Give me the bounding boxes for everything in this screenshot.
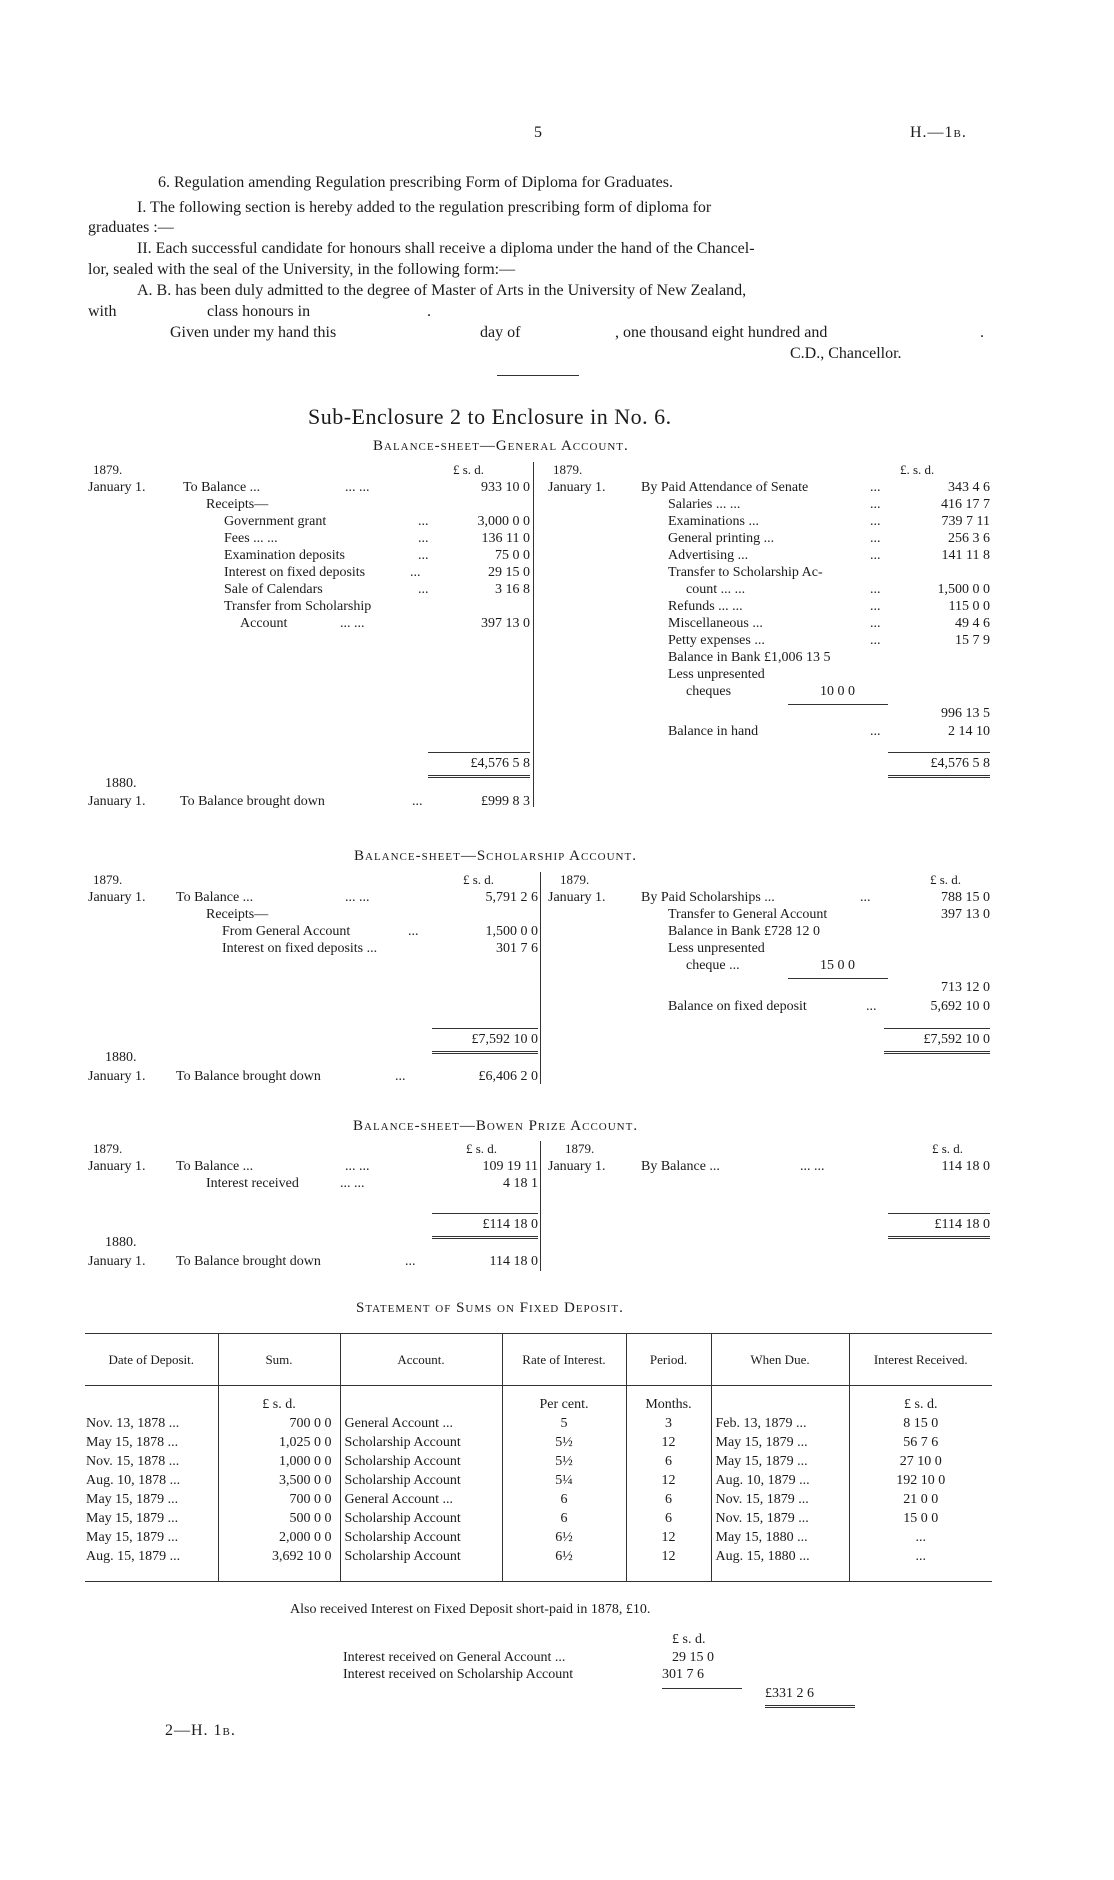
general-less-unpresented: Less unpresented — [668, 667, 765, 682]
leader-dots: ... — [418, 548, 429, 563]
leader-dots: ... ... — [340, 1176, 365, 1191]
bowen-center-rule — [540, 1141, 541, 1271]
total-double-rule — [428, 775, 530, 778]
summary-total: £331 2 6 — [765, 1686, 814, 1701]
bowen-jan1-1880: January 1. — [88, 1254, 146, 1269]
scholarship-cols-left: £ s. d. — [463, 872, 495, 887]
scholarship-bank-balance: Balance in Bank £728 12 0 — [668, 924, 821, 939]
table-row — [85, 1528, 992, 1547]
regulation-para2: II. Each successful candidate for honours shall receive a diploma under the hand of the Chancel- — [137, 240, 755, 257]
leader-dots: ... — [870, 548, 881, 563]
spacer-cell — [502, 1566, 626, 1582]
header-rate: Rate of Interest. — [502, 1334, 626, 1386]
scholarship-to-balance: To Balance ... — [176, 890, 254, 905]
cell-rate: 6 — [502, 1490, 626, 1509]
general-to-balance-value: 933 10 0 — [481, 480, 530, 495]
general-jan1-1880: January 1. — [88, 794, 146, 809]
general-payment-value: 141 11 8 — [941, 548, 990, 563]
bowen-jan1: January 1. — [88, 1159, 146, 1174]
cell-rate: 6½ — [502, 1528, 626, 1547]
bowen-year-1879: 1879. — [93, 1141, 123, 1156]
cell-when-due: Nov. 15, 1879 ... — [711, 1509, 849, 1528]
cell-date: May 15, 1879 ... — [85, 1509, 218, 1528]
scholarship-fixed: Balance on fixed deposit — [668, 999, 807, 1014]
regulation-day-of: day of — [480, 324, 521, 341]
general-in-hand-value: 2 14 10 — [948, 724, 990, 739]
units-when-due — [711, 1386, 849, 1414]
cell-interest: 27 10 0 — [899, 1453, 942, 1469]
cell-period: 12 — [626, 1433, 711, 1452]
leader-dots: ... — [870, 582, 881, 597]
table-row — [85, 1471, 992, 1490]
header-sum: Sum. — [218, 1334, 340, 1386]
scholarship-brought-down: To Balance brought down — [176, 1069, 321, 1084]
scholarship-from-general: From General Account — [222, 924, 351, 939]
scholarship-cheque: cheque ... — [686, 958, 740, 973]
subtotal-rule — [788, 978, 888, 979]
bowen-interest-value: 4 18 1 — [503, 1176, 538, 1191]
cell-date: Nov. 13, 1878 ... — [85, 1414, 218, 1433]
general-receipt-value: 3,000 0 0 — [477, 514, 530, 529]
cell-date: Nov. 15, 1878 ... — [85, 1452, 218, 1471]
scholarship-interest: Interest on fixed deposits ... — [222, 941, 378, 956]
bowen-by-balance-value: 114 18 0 — [941, 1159, 990, 1174]
general-payment-value: 1,500 0 0 — [937, 582, 990, 597]
general-payment-value: 739 7 11 — [941, 514, 990, 529]
general-year-1879: 1879. — [93, 462, 123, 477]
bowen-right-jan: January 1. — [548, 1159, 606, 1174]
general-year-1880: 1880. — [105, 776, 137, 791]
cell-sum: 3,692 10 0 — [218, 1547, 340, 1566]
regulation-dot: . — [427, 303, 431, 320]
cell-interest: 21 0 0 — [903, 1491, 939, 1507]
leader-dots: ... — [418, 514, 429, 529]
total-rule — [884, 1028, 990, 1029]
regulation-thousand: , one thousand eight hundred and — [615, 324, 828, 341]
leader-dots: ... ... — [800, 1159, 825, 1174]
cell-account: Scholarship Account — [340, 1528, 502, 1547]
leader-dots: ... ... — [345, 480, 370, 495]
regulation-para2b: lor, sealed with the seal of the University, in the following form:— — [88, 261, 516, 278]
cell-date: May 15, 1879 ... — [85, 1490, 218, 1509]
general-receipt-label: Government grant — [224, 514, 327, 529]
general-account-title: Balance-sheet—General Account. — [373, 438, 629, 454]
leader-dots: ... — [870, 599, 881, 614]
scholarship-net-bank: 713 12 0 — [941, 980, 990, 995]
cell-date: Aug. 10, 1878 ... — [85, 1471, 218, 1490]
summary-general-label: Interest received on General Account ... — [343, 1650, 566, 1665]
bowen-total-left: £114 18 0 — [482, 1217, 538, 1232]
table-row — [85, 1433, 992, 1452]
header-when-due: When Due. — [711, 1334, 849, 1386]
cell-interest: 192 10 0 — [896, 1472, 946, 1488]
cell-when-due: Aug. 15, 1880 ... — [711, 1547, 849, 1566]
cell-interest: 8 15 0 — [903, 1415, 939, 1431]
cell-date: May 15, 1879 ... — [85, 1528, 218, 1547]
bowen-by-balance: By Balance ... — [641, 1159, 720, 1174]
bowen-total-right: £114 18 0 — [934, 1217, 990, 1232]
leader-dots: ... — [408, 924, 419, 939]
leader-dots: ... — [870, 616, 881, 631]
cell-account: Scholarship Account — [340, 1471, 502, 1490]
cell-interest: ... — [915, 1548, 926, 1564]
general-payment-value: 49 4 6 — [955, 616, 990, 631]
document-reference: H.—1b. — [910, 124, 967, 141]
cell-sum: 1,025 0 0 — [218, 1433, 340, 1452]
leader-dots: ... — [870, 724, 881, 739]
spacer-cell — [85, 1566, 218, 1582]
cell-when-due: May 15, 1879 ... — [711, 1433, 849, 1452]
cell-period: 6 — [626, 1509, 711, 1528]
leader-dots: ... — [418, 582, 429, 597]
bowen-to-balance: To Balance ... — [176, 1159, 254, 1174]
cell-sum: 700 0 0 — [218, 1490, 340, 1509]
regulation-para1: I. The following section is hereby added to the regulation prescribing form of diploma for — [137, 199, 712, 216]
cell-rate: 5½ — [502, 1433, 626, 1452]
general-cols-left: £ s. d. — [453, 462, 485, 477]
summary-double-rule — [765, 1705, 855, 1708]
spacer-cell — [849, 1566, 992, 1582]
cell-date: Aug. 15, 1879 ... — [85, 1547, 218, 1566]
scholarship-transfer: Transfer to General Account — [668, 907, 828, 922]
general-payment-label: count ... ... — [686, 582, 746, 597]
header-interest: Interest Received. — [873, 1351, 968, 1367]
bowen-to-balance-value: 109 19 11 — [482, 1159, 538, 1174]
leader-dots: ... — [870, 514, 881, 529]
general-center-rule — [533, 462, 534, 807]
general-brought-value: £999 8 3 — [481, 794, 530, 809]
general-receipts: Receipts— — [206, 497, 269, 512]
scholarship-jan1: January 1. — [88, 890, 146, 905]
summary-general-value: 29 15 0 — [672, 1650, 714, 1665]
general-receipt-value: 29 15 0 — [488, 565, 530, 580]
general-payment-label: Miscellaneous ... — [668, 616, 763, 631]
cell-period: 6 — [626, 1452, 711, 1471]
units-rate: Per cent. — [502, 1386, 626, 1414]
general-transfer-label2: Account — [240, 616, 288, 631]
general-cheques: cheques — [686, 684, 732, 699]
scholarship-year-1879: 1879. — [93, 872, 123, 887]
table-row — [85, 1490, 992, 1509]
table-row — [85, 1547, 992, 1566]
bowen-brought-down: To Balance brought down — [176, 1254, 321, 1269]
units-account — [340, 1386, 502, 1414]
scholarship-brought-value: £6,406 2 0 — [478, 1069, 538, 1084]
general-transfer-value: 397 13 0 — [481, 616, 530, 631]
spacer-cell — [340, 1566, 502, 1582]
cell-rate: 6½ — [502, 1547, 626, 1566]
general-payment-value: 115 0 0 — [948, 599, 990, 614]
cell-when-due: Aug. 10, 1879 ... — [711, 1471, 849, 1490]
sub-enclosure-title: Sub-Enclosure 2 to Enclosure in No. 6. — [308, 404, 672, 429]
regulation-para3: A. B. has been duly admitted to the degree of Master of Arts in the University of New Zealand, — [137, 282, 747, 299]
total-rule — [432, 1028, 538, 1029]
leader-dots: ... ... — [345, 1159, 370, 1174]
spacer-cell — [711, 1566, 849, 1582]
table-row — [85, 1452, 992, 1471]
leader-dots: ... — [395, 1069, 406, 1084]
also-received-note: Also received Interest on Fixed Deposit short-paid in 1878, £10. — [290, 1602, 651, 1617]
table-row — [85, 1509, 992, 1528]
cell-account: General Account ... — [340, 1414, 502, 1433]
scholarship-year-1880: 1880. — [105, 1050, 137, 1065]
scholarship-interest-value: 301 7 6 — [496, 941, 538, 956]
page-number: 5 — [534, 124, 542, 141]
general-payment-label: Petty expenses ... — [668, 633, 765, 648]
general-payment-value: 15 7 9 — [955, 633, 990, 648]
regulation-para1b: graduates :— — [88, 219, 174, 236]
leader-dots: ... — [410, 565, 421, 580]
total-double-rule — [432, 1236, 538, 1239]
table-spacer-row — [85, 1566, 992, 1582]
leader-dots: ... — [412, 794, 423, 809]
regulation-with: with — [88, 303, 117, 320]
cell-when-due: Feb. 13, 1879 ... — [711, 1414, 849, 1433]
cell-period: 3 — [626, 1414, 711, 1433]
scholarship-fixed-value: 5,692 10 0 — [930, 999, 990, 1014]
table-row — [85, 1414, 992, 1433]
total-rule — [432, 1213, 538, 1214]
general-brought-down: To Balance brought down — [180, 794, 325, 809]
units-sum: £ s. d. — [218, 1386, 340, 1414]
general-bank-balance: Balance in Bank £1,006 13 5 — [668, 650, 831, 665]
chancellor-signature: C.D., Chancellor. — [790, 345, 902, 362]
summary-scholarship-value: 301 7 6 — [662, 1667, 704, 1682]
units-period: Months. — [626, 1386, 711, 1414]
leader-dots: ... — [866, 999, 877, 1014]
bowen-year-1880: 1880. — [105, 1235, 137, 1250]
sheet-signature: 2—H. 1b. — [165, 1722, 236, 1739]
cell-account: Scholarship Account — [340, 1452, 502, 1471]
leader-dots: ... — [870, 531, 881, 546]
general-payment-label: General printing ... — [668, 531, 775, 546]
scholarship-to-balance-value: 5,791 2 6 — [485, 890, 538, 905]
bowen-account-title: Balance-sheet—Bowen Prize Account. — [353, 1118, 639, 1134]
summary-cols: £ s. d. — [672, 1632, 706, 1647]
bowen-brought-value: 114 18 0 — [489, 1254, 538, 1269]
scholarship-from-general-value: 1,500 0 0 — [485, 924, 538, 939]
general-receipt-label: Interest on fixed deposits — [224, 565, 366, 580]
general-receipt-value: 3 16 8 — [495, 582, 530, 597]
regulation-given-dot: . — [980, 324, 984, 341]
cell-sum: 500 0 0 — [218, 1509, 340, 1528]
total-double-rule — [888, 1236, 990, 1239]
total-rule — [888, 752, 990, 753]
units-date — [85, 1386, 218, 1414]
cell-sum: 1,000 0 0 — [218, 1452, 340, 1471]
cell-rate: 5¼ — [502, 1471, 626, 1490]
general-payment-label: Salaries ... ... — [668, 497, 741, 512]
cell-account: Scholarship Account — [340, 1547, 502, 1566]
fixed-deposit-table — [85, 1333, 992, 1582]
general-transfer-label: Transfer from Scholarship — [224, 599, 372, 614]
general-net-bank: 996 13 5 — [941, 706, 990, 721]
general-payment-value: 343 4 6 — [948, 480, 990, 495]
cell-period: 12 — [626, 1471, 711, 1490]
bowen-right-year: 1879. — [565, 1141, 595, 1156]
header-date: Date of Deposit. — [85, 1334, 218, 1386]
general-to-balance: To Balance ... — [183, 480, 261, 495]
general-jan1: January 1. — [88, 480, 146, 495]
header-period: Period. — [626, 1334, 711, 1386]
leader-dots: ... — [405, 1254, 416, 1269]
summary-scholarship-label: Interest received on Scholarship Account — [343, 1667, 574, 1682]
summary-rule — [662, 1688, 742, 1689]
total-double-rule — [432, 1051, 538, 1054]
divider — [497, 375, 579, 376]
regulation-title: 6. Regulation amending Regulation prescribing Form of Diploma for Graduates. — [158, 174, 673, 191]
cell-account: General Account ... — [340, 1490, 502, 1509]
general-payment-label: Advertising ... — [668, 548, 749, 563]
leader-dots: ... ... — [340, 616, 365, 631]
scholarship-cols-right: £ s. d. — [930, 872, 962, 887]
scholarship-right-year: 1879. — [560, 872, 590, 887]
scholarship-center-rule — [540, 872, 541, 1084]
cell-interest: 56 7 6 — [903, 1434, 939, 1450]
spacer-cell — [626, 1566, 711, 1582]
general-payment-label: Examinations ... — [668, 514, 759, 529]
general-payment-value: 256 3 6 — [948, 531, 990, 546]
leader-dots: ... ... — [345, 890, 370, 905]
cell-date: May 15, 1878 ... — [85, 1433, 218, 1452]
scholarship-right-jan: January 1. — [548, 890, 606, 905]
leader-dots: ... — [860, 890, 871, 905]
total-double-rule — [888, 775, 990, 778]
cell-when-due: May 15, 1879 ... — [711, 1452, 849, 1471]
cell-rate: 5½ — [502, 1452, 626, 1471]
cell-account: Scholarship Account — [340, 1433, 502, 1452]
total-double-rule — [884, 1051, 990, 1054]
cell-rate: 6 — [502, 1509, 626, 1528]
table-units-row — [85, 1386, 992, 1414]
scholarship-total-left: £7,592 10 0 — [471, 1032, 538, 1047]
table-header-row — [85, 1334, 992, 1386]
scholarship-less-unpresented: Less unpresented — [668, 941, 765, 956]
cell-sum: 3,500 0 0 — [218, 1471, 340, 1490]
scholarship-transfer-value: 397 13 0 — [941, 907, 990, 922]
leader-dots: ... — [870, 480, 881, 495]
general-receipt-label: Examination deposits — [224, 548, 345, 563]
bowen-cols-left: £ s. d. — [466, 1141, 498, 1156]
header-account: Account. — [340, 1334, 502, 1386]
fixed-deposit-title: Statement of Sums on Fixed Deposit. — [356, 1300, 624, 1316]
general-right-jan: January 1. — [548, 480, 606, 495]
cell-sum: 700 0 0 — [218, 1414, 340, 1433]
scholarship-receipts: Receipts— — [206, 907, 269, 922]
general-right-year: 1879. — [553, 462, 583, 477]
regulation-class-honours: class honours in — [207, 303, 311, 320]
general-total-right: £4,576 5 8 — [930, 756, 990, 771]
general-receipt-label: Fees ... ... — [224, 531, 278, 546]
general-in-hand: Balance in hand — [668, 724, 759, 739]
general-receipt-value: 136 11 0 — [481, 531, 530, 546]
cell-interest: 15 0 0 — [903, 1510, 939, 1526]
cell-interest: ... — [915, 1529, 926, 1545]
leader-dots: ... — [418, 531, 429, 546]
scholarship-cheque-value: 15 0 0 — [820, 958, 855, 973]
bowen-interest: Interest received — [206, 1176, 299, 1191]
cell-rate: 5 — [502, 1414, 626, 1433]
leader-dots: ... — [870, 633, 881, 648]
cell-account: Scholarship Account — [340, 1509, 502, 1528]
cell-period: 12 — [626, 1547, 711, 1566]
general-payment-label: Transfer to Scholarship Ac- — [668, 565, 823, 580]
general-payment-label: Refunds ... ... — [668, 599, 743, 614]
general-cheques-value: 10 0 0 — [820, 684, 855, 699]
scholarship-jan1-1880: January 1. — [88, 1069, 146, 1084]
scholarship-paid: By Paid Scholarships ... — [641, 890, 775, 905]
cell-period: 6 — [626, 1490, 711, 1509]
regulation-given: Given under my hand this — [170, 324, 337, 341]
cell-when-due: May 15, 1880 ... — [711, 1528, 849, 1547]
scholarship-account-title: Balance-sheet—Scholarship Account. — [354, 848, 637, 864]
cell-sum: 2,000 0 0 — [218, 1528, 340, 1547]
total-rule — [428, 752, 530, 753]
general-receipt-value: 75 0 0 — [495, 548, 530, 563]
scholarship-paid-value: 788 15 0 — [941, 890, 990, 905]
general-payment-label: By Paid Attendance of Senate — [641, 480, 809, 495]
cell-period: 12 — [626, 1528, 711, 1547]
spacer-cell — [218, 1566, 340, 1582]
leader-dots: ... — [870, 497, 881, 512]
scholarship-total-right: £7,592 10 0 — [923, 1032, 990, 1047]
subtotal-rule — [788, 704, 888, 705]
general-receipt-label: Sale of Calendars — [224, 582, 323, 597]
units-interest: £ s. d. — [904, 1396, 938, 1412]
general-total-left: £4,576 5 8 — [470, 756, 530, 771]
cell-when-due: Nov. 15, 1879 ... — [711, 1490, 849, 1509]
general-payment-value: 416 17 7 — [941, 497, 990, 512]
bowen-cols-right: £ s. d. — [932, 1141, 964, 1156]
total-rule — [888, 1213, 990, 1214]
general-cols-right: £. s. d. — [900, 462, 935, 477]
